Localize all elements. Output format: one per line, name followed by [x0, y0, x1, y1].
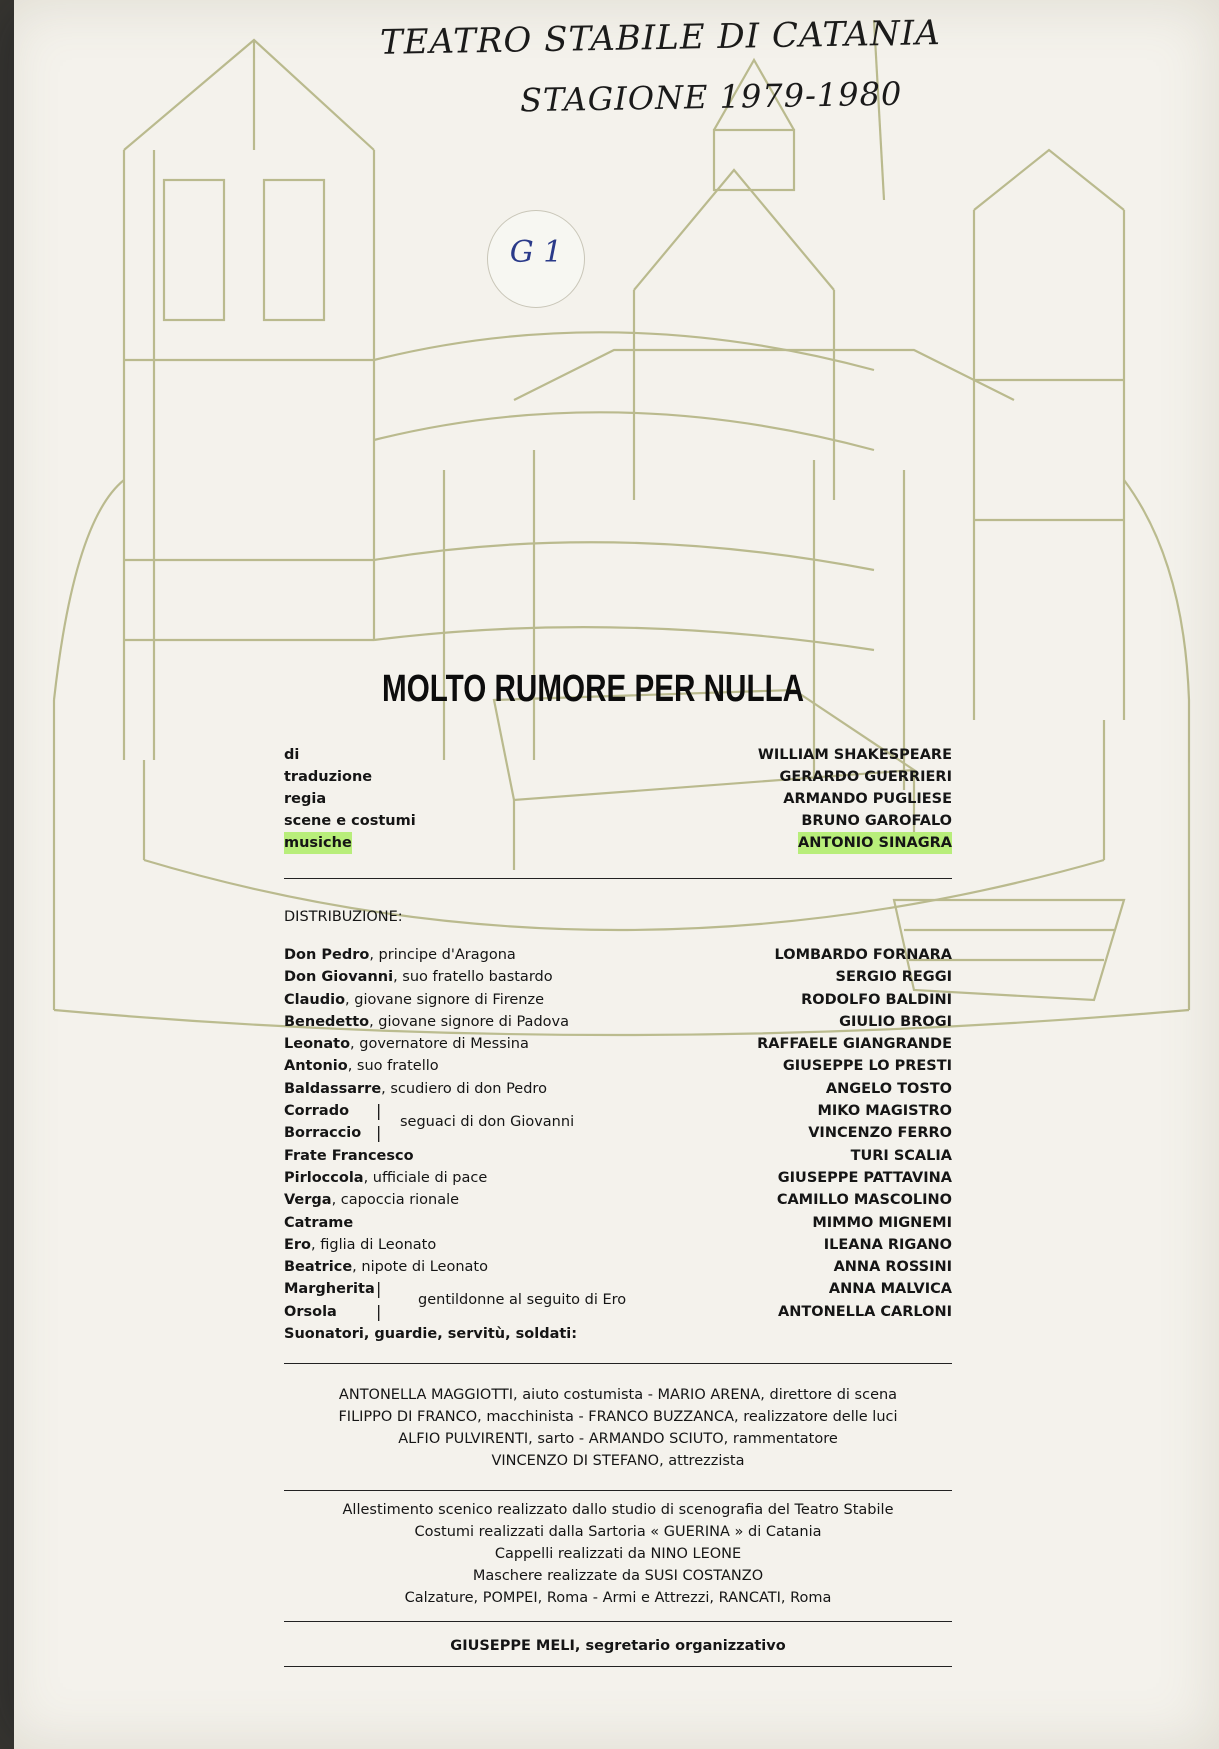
character-desc: , scudiero di don Pedro: [381, 1080, 547, 1097]
character-desc: , ufficiale di pace: [363, 1169, 488, 1186]
distribution-heading: DISTRIBUZIONE:: [284, 909, 403, 925]
character-name: Corrado: [284, 1103, 350, 1120]
divider: [284, 1621, 952, 1622]
theatre-illustration: [14, 0, 1219, 1060]
credit-role: di: [284, 747, 300, 763]
actor-name: SERGIO REGGI: [835, 969, 952, 986]
character-desc: , nipote di Leonato: [352, 1259, 488, 1276]
character-name: Don Giovanni: [284, 969, 394, 986]
credit-role: traduzione: [284, 769, 373, 785]
cast-row: [284, 1122, 952, 1144]
character-desc: , principe d'Aragona: [369, 947, 516, 963]
production-line: Allestimento scenico realizzato dallo studio di scenografia del Teatro Stabile: [342, 1502, 894, 1518]
actor-name: CAMILLO MASCOLINO: [776, 1192, 952, 1209]
catalog-sticker: [487, 210, 585, 308]
crew-line: VINCENZO DI STEFANO, attrezzista: [491, 1453, 745, 1469]
character-name: Verga: [284, 1192, 332, 1209]
cast-row: [284, 1078, 952, 1100]
cast-row: [284, 1212, 952, 1234]
credit-row: [284, 832, 952, 854]
character-name: Don Pedro: [284, 947, 370, 963]
character-name: Antonio: [284, 1058, 348, 1075]
character-name: Pirloccola: [284, 1169, 364, 1186]
actor-name: ANTONELLA CARLONI: [778, 1303, 952, 1320]
credit-name: ARMANDO PUGLIESE: [783, 791, 952, 807]
cast-row: [284, 1033, 952, 1055]
divider: [284, 1666, 952, 1667]
character-desc: , capoccia rionale: [331, 1192, 460, 1209]
cast-row: [284, 1100, 952, 1122]
actor-name: ANNA ROSSINI: [833, 1259, 952, 1276]
bracket-glyph: |: [376, 1123, 382, 1143]
handwritten-header: TEATRO STABILE DI CATANIA: [379, 13, 942, 63]
character-desc: , suo fratello bastardo: [393, 969, 553, 986]
cast-row: [284, 944, 952, 966]
character-name: Margherita: [284, 1281, 375, 1298]
production-line: Maschere realizzate da SUSI COSTANZO: [472, 1568, 764, 1584]
character-name: Orsola: [284, 1303, 337, 1320]
cast-list: [284, 944, 952, 1345]
character-name: Claudio: [284, 991, 346, 1008]
bracket-glyph: |: [376, 1301, 382, 1321]
cast-row: [284, 1256, 952, 1278]
character-name: Ero: [284, 1236, 312, 1253]
credit-row: [284, 788, 952, 810]
actor-name: MIKO MAGISTRO: [817, 1103, 952, 1120]
crew-line: FILIPPO DI FRANCO, macchinista - FRANCO BUZZANCA, realizzatore delle luci: [338, 1409, 898, 1425]
credit-name: WILLIAM SHAKESPEARE: [757, 747, 952, 763]
actor-name: GIUSEPPE PATTAVINA: [777, 1169, 952, 1186]
production-line: Calzature, POMPEI, Roma - Armi e Attrezzi, RANCATI, Roma: [404, 1590, 832, 1606]
bracket-glyph: |: [376, 1101, 382, 1121]
character-name: Suonatori, guardie, servitù, soldati:: [284, 1326, 578, 1343]
production-line: Cappelli realizzati da NINO LEONE: [494, 1546, 742, 1562]
credit-row: [284, 766, 952, 788]
actor-name: RODOLFO BALDINI: [801, 991, 952, 1008]
actor-name: MIMMO MIGNEMI: [812, 1214, 952, 1231]
play-title: MOLTO RUMORE PER NULLA: [382, 668, 805, 710]
actor-name: VINCENZO FERRO: [808, 1125, 952, 1142]
actor-name: ANNA MALVICA: [828, 1281, 952, 1298]
scan-edge: [0, 0, 14, 1749]
character-name: Catrame: [284, 1214, 354, 1231]
character-name: Frate Francesco: [284, 1147, 414, 1164]
crew-line: ANTONELLA MAGGIOTTI, aiuto costumista - MARIO ARENA, direttore di scena: [338, 1387, 898, 1403]
character-name: Leonato: [284, 1036, 351, 1053]
credit-row: [284, 744, 952, 766]
cast-row: [284, 989, 952, 1011]
divider: [284, 1363, 952, 1364]
group-note-gentildonne: gentildonne al seguito di Ero: [418, 1292, 627, 1308]
character-desc: , governatore di Messina: [350, 1036, 529, 1053]
cast-row: [284, 1323, 952, 1345]
cast-row: [284, 966, 952, 988]
crew-block: [284, 1384, 952, 1472]
actor-name: ANGELO TOSTO: [825, 1080, 952, 1097]
credit-role: scene e costumi: [284, 813, 416, 829]
production-line: Costumi realizzati dalla Sartoria « GUERINA » di Catania: [414, 1524, 822, 1540]
character-desc: , giovane signore di Firenze: [345, 991, 545, 1008]
actor-name: GIUSEPPE LO PRESTI: [782, 1058, 952, 1075]
character-name: Baldassarre: [284, 1080, 382, 1097]
credit-row: [284, 810, 952, 832]
character-name: Benedetto: [284, 1013, 370, 1030]
credit-name-highlighted: ANTONIO SINAGRA: [798, 832, 952, 854]
bracket-glyph: |: [376, 1279, 382, 1299]
cast-row: [284, 1011, 952, 1033]
production-block: [284, 1499, 952, 1609]
cast-row: [284, 1145, 952, 1167]
character-name: Borraccio: [284, 1125, 362, 1142]
divider: [284, 1490, 952, 1491]
character-desc: , figlia di Leonato: [311, 1236, 437, 1253]
crew-line: ALFIO PULVIRENTI, sarto - ARMANDO SCIUTO, rammentatore: [398, 1431, 838, 1447]
actor-name: GIULIO BROGI: [839, 1013, 952, 1030]
group-note-seguaci: seguaci di don Giovanni: [400, 1114, 575, 1130]
credit-role-highlighted: musiche: [284, 832, 352, 854]
character-desc: , suo fratello: [347, 1058, 439, 1075]
credit-name: BRUNO GAROFALO: [801, 813, 952, 829]
cast-row: [284, 1234, 952, 1256]
organizer-credit: GIUSEPPE MELI, segretario organizzativo: [450, 1638, 786, 1654]
credits-block: [284, 744, 952, 854]
actor-name: RAFFAELE GIANGRANDE: [757, 1036, 952, 1053]
character-name: Beatrice: [284, 1259, 353, 1276]
credit-name: GERARDO GUERRIERI: [779, 769, 952, 785]
cast-row: [284, 1055, 952, 1077]
actor-name: TURI SCALIA: [850, 1147, 952, 1164]
character-desc: , giovane signore di Padova: [369, 1013, 569, 1030]
credit-role: regia: [284, 791, 327, 807]
sticker-label: G 1: [509, 235, 563, 270]
actor-name: LOMBARDO FORNARA: [774, 947, 952, 963]
actor-name: ILEANA RIGANO: [823, 1236, 952, 1253]
cast-row: [284, 1167, 952, 1189]
cast-row: [284, 1189, 952, 1211]
divider: [284, 878, 952, 879]
handwritten-season: STAGIONE 1979-1980: [519, 74, 903, 120]
